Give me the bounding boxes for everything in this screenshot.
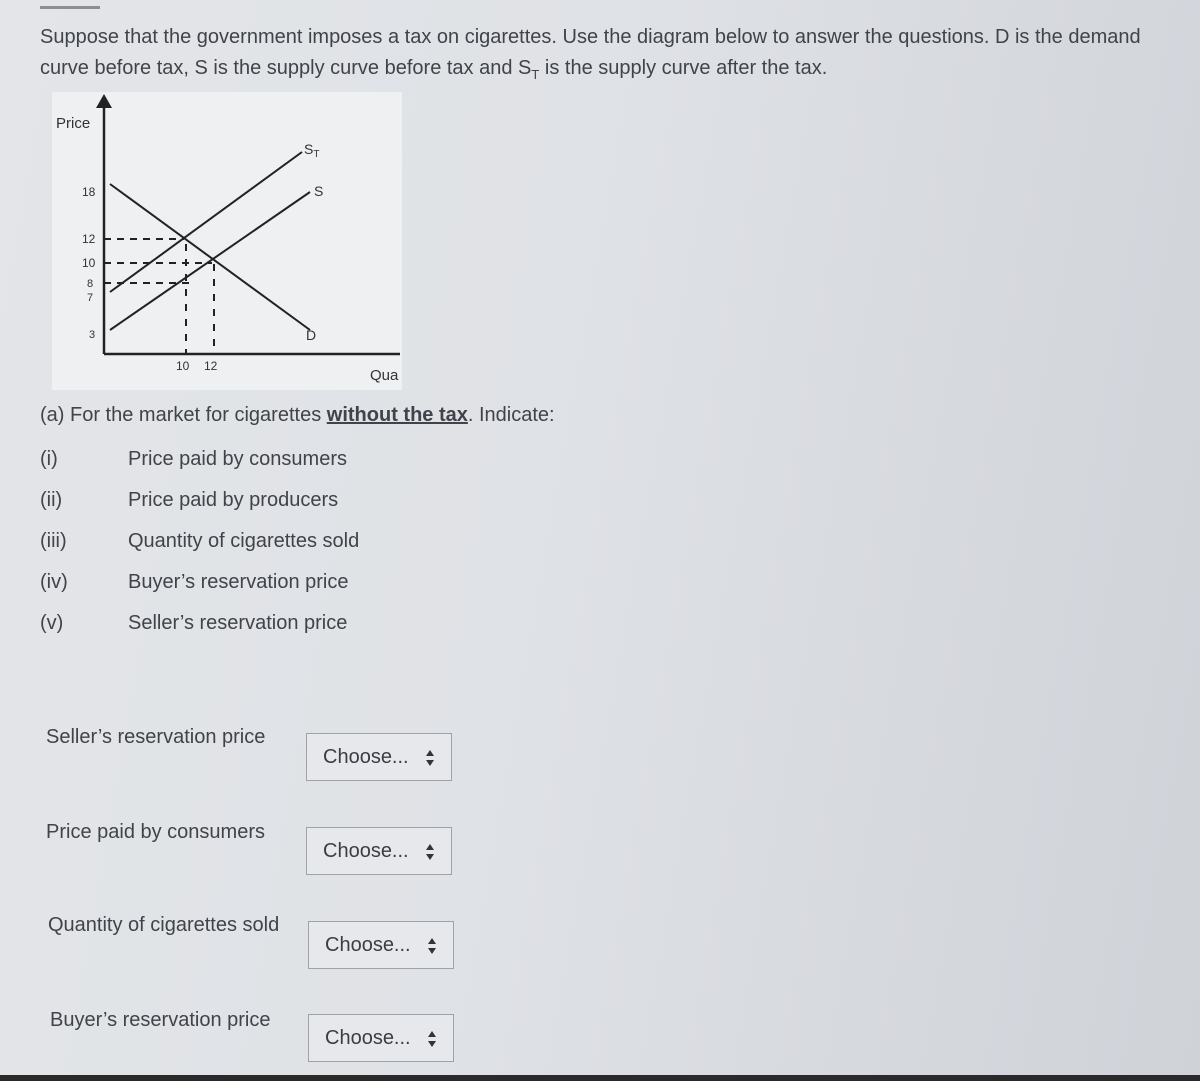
intro-subscript: T	[531, 67, 540, 82]
y-tick-12: 12	[82, 232, 96, 246]
cropped-header-fragment	[40, 0, 100, 9]
x-axis-label: Qua	[370, 367, 399, 384]
answer-label-sellers-reservation-price: Seller’s reservation price	[46, 726, 266, 748]
y-tick-18: 18	[82, 185, 96, 199]
select-value: Choose...	[323, 839, 409, 862]
question-suffix: . Indicate:	[467, 404, 555, 426]
st-label-sub: T	[313, 149, 320, 160]
list-number: (i)	[40, 448, 58, 470]
y-axis-label: Price	[56, 115, 91, 132]
y-tick-10: 10	[82, 256, 96, 270]
d-curve-label: D	[306, 327, 317, 343]
list-item	[40, 489, 338, 512]
list-number: (v)	[40, 612, 64, 634]
list-number: (ii)	[40, 489, 63, 511]
bottom-edge-bar	[0, 1075, 1200, 1081]
intro-text: Suppose that the government imposes a tax on cigarettes. Use the diagram below to answer the questions. D is the demand curve before tax, S is the supply curve before tax and S	[40, 26, 1141, 79]
answer-select-sellers-reservation-price[interactable]	[306, 733, 452, 781]
question-intro	[40, 22, 1160, 90]
y-tick-8: 8	[87, 278, 94, 290]
answer-select-buyers-reservation-price[interactable]	[308, 1014, 454, 1062]
select-arrows-icon	[427, 936, 437, 956]
answer-label-buyers-reservation-price: Buyer’s reservation price	[50, 1009, 271, 1031]
list-number: (iii)	[40, 530, 67, 552]
x-tick-10: 10	[176, 359, 190, 373]
y-tick-3: 3	[89, 329, 96, 341]
list-text: Price paid by producers	[128, 489, 339, 511]
question-emphasis: without the tax	[326, 404, 468, 426]
st-curve-label	[304, 141, 319, 160]
supply-tax-curve	[110, 152, 302, 292]
intro-tail: is the supply curve after the tax.	[539, 57, 828, 79]
select-value: Choose...	[325, 933, 411, 956]
select-arrows-icon	[425, 748, 435, 768]
list-item	[40, 571, 348, 594]
answer-label-quantity-of-cigarettes-sold: Quantity of cigarettes sold	[48, 914, 280, 936]
y-tick-7: 7	[87, 292, 94, 304]
select-value: Choose...	[323, 745, 409, 768]
select-value: Choose...	[325, 1026, 411, 1049]
select-arrows-icon	[427, 1029, 437, 1049]
question-a-title	[40, 404, 555, 427]
x-tick-12: 12	[204, 359, 218, 373]
select-arrows-icon	[425, 842, 435, 862]
list-item	[40, 612, 347, 635]
answer-label-price-paid-by-consumers: Price paid by consumers	[46, 821, 265, 843]
answer-select-quantity-of-cigarettes-sold[interactable]	[308, 921, 454, 969]
question-prefix: (a) For the market for cigarettes	[40, 404, 327, 426]
s-curve-label: S	[314, 183, 324, 199]
list-text: Buyer’s reservation price	[128, 571, 349, 593]
list-number: (iv)	[40, 571, 68, 593]
list-text: Seller’s reservation price	[128, 612, 348, 634]
list-text: Price paid by consumers	[128, 448, 347, 470]
list-text: Quantity of cigarettes sold	[128, 530, 360, 552]
y-axis-arrow	[96, 94, 112, 108]
answer-select-price-paid-by-consumers[interactable]	[306, 827, 452, 875]
supply-demand-diagram	[52, 92, 402, 390]
list-item	[40, 530, 359, 553]
st-label-main: S	[304, 141, 314, 157]
list-item	[40, 448, 347, 471]
